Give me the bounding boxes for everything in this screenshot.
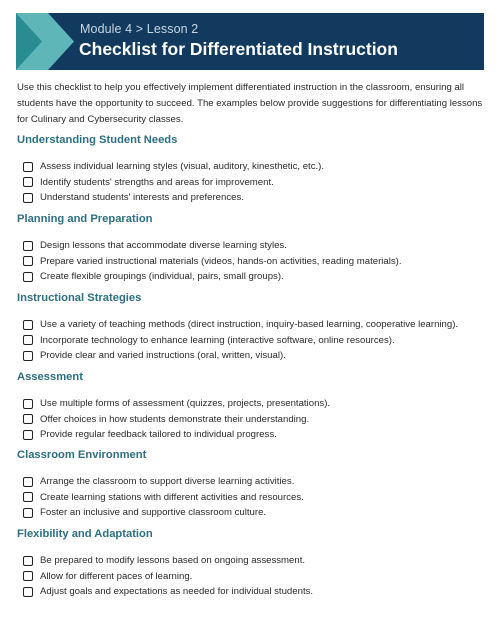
section-understanding-student-needs xyxy=(17,133,487,206)
page-title: Checklist for Differentiated Instruction xyxy=(79,39,398,59)
checklist-item xyxy=(17,490,487,506)
checklist-item xyxy=(17,396,487,412)
section-classroom-environment xyxy=(17,448,487,521)
checklist-item-label: Arrange the classroom to support diverse learning activities. xyxy=(40,476,295,488)
checklist xyxy=(17,396,487,443)
checklist-item-label: Incorporate technology to enhance learning (interactive software, online resources). xyxy=(40,334,395,346)
module-breadcrumb: Module 4 > Lesson 2 xyxy=(80,22,199,36)
checklist xyxy=(17,553,487,600)
checklist-item xyxy=(17,269,487,285)
checklist-item-label: Create flexible groupings (individual, pairs, small groups). xyxy=(40,271,284,283)
checkbox[interactable] xyxy=(23,177,33,187)
section-heading: Planning and Preparation xyxy=(17,213,153,225)
checklist-item xyxy=(17,427,487,443)
checklist xyxy=(17,317,487,364)
checklist-item xyxy=(17,505,487,521)
checklist-item xyxy=(17,569,487,585)
checklist-item xyxy=(17,317,487,333)
checklist-item xyxy=(17,238,487,254)
section-heading: Classroom Environment xyxy=(17,449,147,461)
checklist-item xyxy=(17,584,487,600)
checklist-item-label: Provide regular feedback tailored to individual progress. xyxy=(40,429,277,441)
checkbox[interactable] xyxy=(23,351,33,361)
section-heading: Instructional Strategies xyxy=(17,292,142,304)
checkbox[interactable] xyxy=(23,162,33,172)
checklist-item xyxy=(17,254,487,270)
checklist-item-label: Use a variety of teaching methods (direct instruction, inquiry-based learning, cooperative learning). xyxy=(40,319,459,331)
section-heading: Understanding Student Needs xyxy=(17,134,178,146)
section-heading: Assessment xyxy=(17,371,83,383)
checklist-item-label: Understand students' interests and preferences. xyxy=(40,192,244,204)
checklist-item-label: Design lessons that accommodate diverse learning styles. xyxy=(40,240,287,252)
checklist xyxy=(17,238,487,285)
checklist-item-label: Prepare varied instructional materials (videos, hands-on activities, reading materials). xyxy=(40,255,402,267)
checklist-item-label: Adjust goals and expectations as needed for individual students. xyxy=(40,586,314,598)
section-heading: Flexibility and Adaptation xyxy=(17,528,153,540)
checklist-item xyxy=(17,412,487,428)
checkbox[interactable] xyxy=(23,508,33,518)
checklist-item-label: Assess individual learning styles (visual, auditory, kinesthetic, etc.). xyxy=(40,161,325,173)
checklist-item-label: Identify students' strengths and areas for improvement. xyxy=(40,176,274,188)
checklist-item xyxy=(17,474,487,490)
checkbox[interactable] xyxy=(23,430,33,440)
checkbox[interactable] xyxy=(23,571,33,581)
checklist-item xyxy=(17,348,487,364)
checkbox[interactable] xyxy=(23,414,33,424)
checkbox[interactable] xyxy=(23,272,33,282)
checklist-item-label: Be prepared to modify lessons based on ongoing assessment. xyxy=(40,555,306,567)
checkbox[interactable] xyxy=(23,587,33,597)
section-planning-and-preparation xyxy=(17,212,487,285)
section-instructional-strategies xyxy=(17,291,487,364)
checklist xyxy=(17,159,487,206)
section-assessment xyxy=(17,370,487,443)
checklist-item xyxy=(17,175,487,191)
checkbox[interactable] xyxy=(23,241,33,251)
checkbox[interactable] xyxy=(23,399,33,409)
checklist-item-label: Offer choices in how students demonstrate their understanding. xyxy=(40,413,310,425)
checklist-item xyxy=(17,553,487,569)
section-flexibility-and-adaptation xyxy=(17,527,487,600)
lesson-header xyxy=(16,13,484,70)
checklist-item-label: Allow for different paces of learning. xyxy=(40,570,193,582)
checklist-item-label: Create learning stations with different activities and resources. xyxy=(40,491,304,503)
checkbox[interactable] xyxy=(23,492,33,502)
checklist-item-label: Provide clear and varied instructions (oral, written, visual). xyxy=(40,350,286,362)
checkbox[interactable] xyxy=(23,320,33,330)
checkbox[interactable] xyxy=(23,556,33,566)
checklist xyxy=(17,474,487,521)
checklist-item xyxy=(17,190,487,206)
checkbox[interactable] xyxy=(23,477,33,487)
checkbox[interactable] xyxy=(23,256,33,266)
checklist-item xyxy=(17,333,487,349)
checkbox[interactable] xyxy=(23,335,33,345)
checklist-item-label: Use multiple forms of assessment (quizzes, projects, presentations). xyxy=(40,398,331,410)
checklist-item-label: Foster an inclusive and supportive classroom culture. xyxy=(40,507,267,519)
intro-paragraph: Use this checklist to help you effectively implement differentiated instruction in the classroom, ensuring all students have the opportunity to succeed. The examples below provide suggestions for differentiating lessons for Culinary and Cybersecurity classes. xyxy=(17,82,483,125)
checklist-item xyxy=(17,159,487,175)
checkbox[interactable] xyxy=(23,193,33,203)
